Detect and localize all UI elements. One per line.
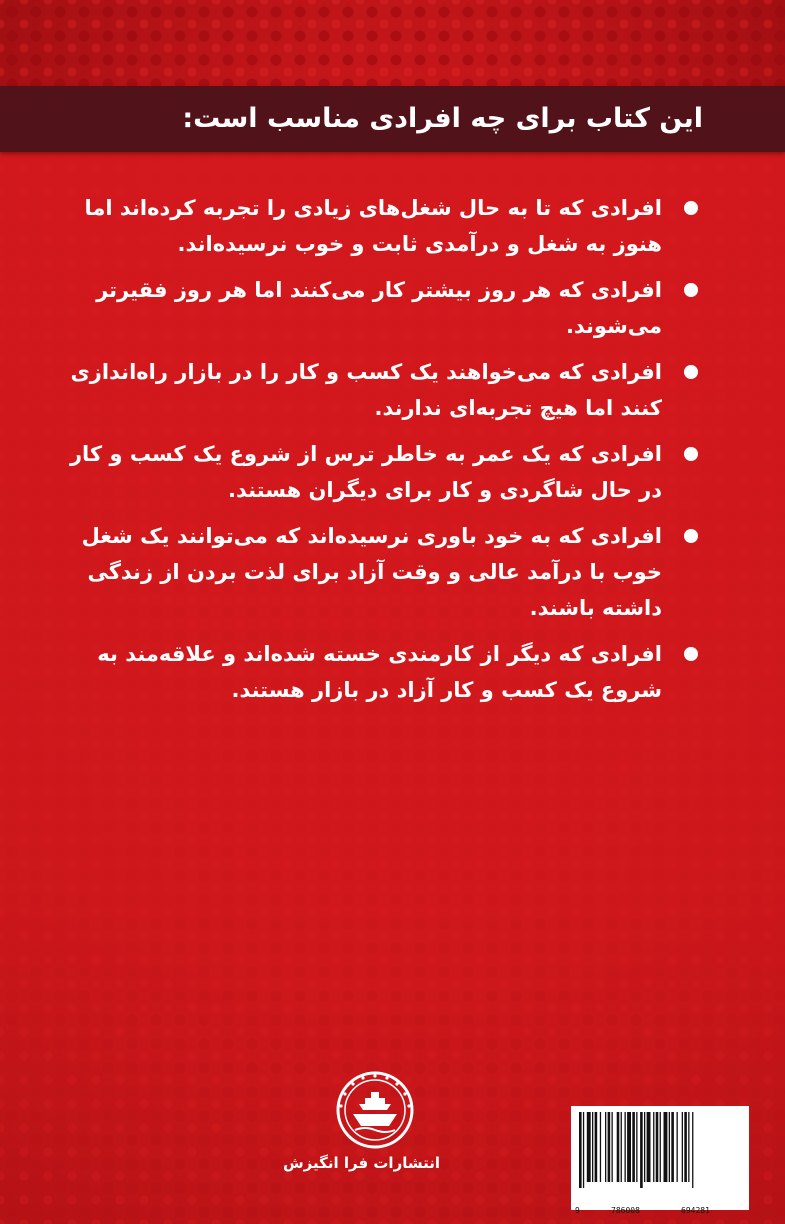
list-item xyxy=(60,636,700,708)
header-band xyxy=(0,86,785,152)
barcode xyxy=(571,1106,749,1215)
list-item-text: افرادی که هر روز بیشتر کار می‌کنند اما هر روز فقیرتر می‌شوند. xyxy=(96,278,662,338)
list-item xyxy=(60,518,700,626)
bullet-icon xyxy=(684,283,698,297)
list-item-text: افرادی که یک عمر به خاطر ترس از شروع یک کسب و کار در حال شاگردی و کار برای دیگران هستند. xyxy=(69,442,662,502)
barcode-left-group: 786008 xyxy=(611,1206,640,1215)
barcode-right-group: 694281 xyxy=(681,1206,710,1215)
bullet-icon xyxy=(684,201,698,215)
publisher-name: انتشارات فرا انگیزش xyxy=(282,1154,440,1172)
bullet-icon xyxy=(684,447,698,461)
barcode-first-digit: 9 xyxy=(575,1206,580,1215)
barcode-bars-icon xyxy=(579,1112,741,1188)
bullet-icon xyxy=(684,365,698,379)
publisher-logo-icon xyxy=(335,1070,415,1150)
list-item-text: افرادی که دیگر از کارمندی خسته شده‌اند و علاقه‌مند به شروع یک کسب و کار آزاد در بازار هستند. xyxy=(97,642,662,702)
list-item-text: افرادی که تا به حال شغل‌های زیادی را تجربه کرده‌اند اما هنوز به شغل و درآمدی ثابت و خوب نرسیده‌اند. xyxy=(84,196,662,256)
list-item-text: افرادی که می‌خواهند یک کسب و کار را در بازار راه‌اندازی کنند اما هیچ تجربه‌ای ندارند. xyxy=(70,360,662,420)
bullet-icon xyxy=(684,529,698,543)
audience-list xyxy=(60,190,700,718)
list-item xyxy=(60,354,700,426)
list-item xyxy=(60,190,700,262)
publisher-block xyxy=(282,1070,440,1200)
list-item xyxy=(60,436,700,508)
bullet-icon xyxy=(684,647,698,661)
list-item xyxy=(60,272,700,344)
list-item-text: افرادی که به خود باوری نرسیده‌اند که می‌توانند یک شغل خوب با درآمد عالی و وقت آزاد برای لذت بردن از زندگی داشته باشند. xyxy=(81,524,662,620)
header-title: این کتاب برای چه افرادی مناسب است: xyxy=(182,103,703,134)
